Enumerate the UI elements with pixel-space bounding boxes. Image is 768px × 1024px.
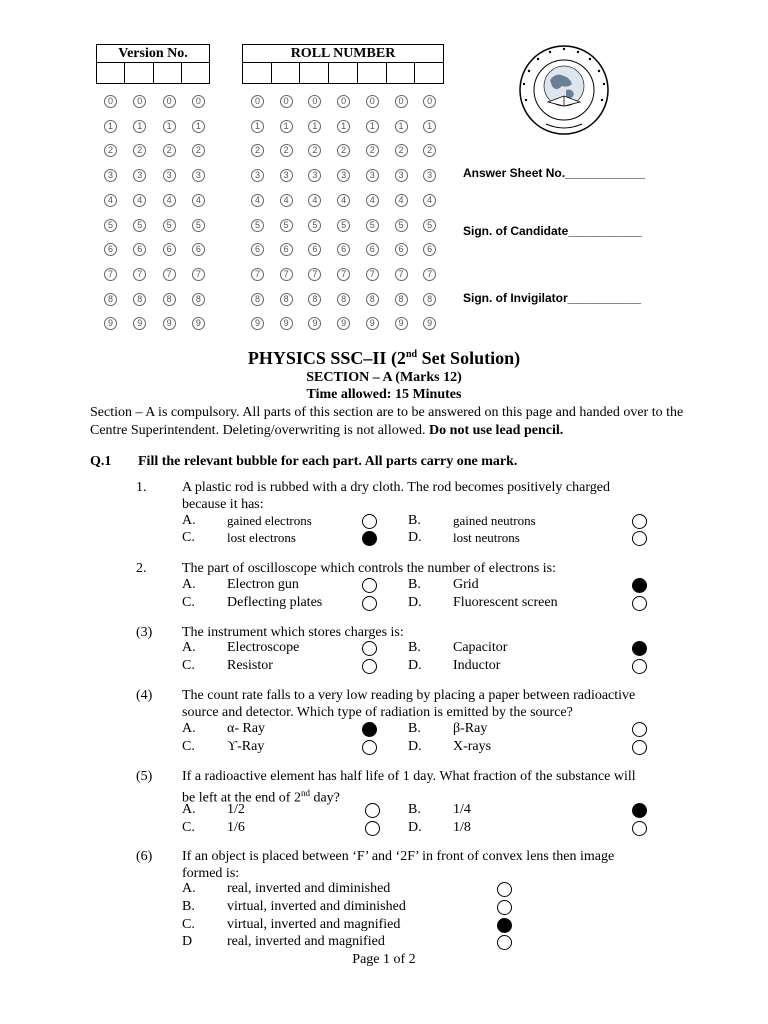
digit-bubble[interactable]: 3 bbox=[133, 169, 146, 182]
option-text: Capacitor bbox=[453, 640, 508, 655]
option-letter: B. bbox=[408, 721, 421, 736]
digit-bubble[interactable]: 0 bbox=[104, 95, 117, 108]
answer-bubble-filled[interactable] bbox=[632, 578, 647, 593]
digit-bubble[interactable]: 9 bbox=[192, 317, 205, 330]
digit-bubble[interactable]: 9 bbox=[423, 317, 436, 330]
digit-bubble[interactable]: 3 bbox=[308, 169, 321, 182]
option-text: β-Ray bbox=[453, 721, 488, 736]
instructions-text: Section – A is compulsory. All parts of this section are to be answered on this page and handed over to the Centre Superintendent. Deleting/overwriting is not allowed. bbox=[90, 405, 684, 438]
digit-bubble[interactable]: 4 bbox=[192, 194, 205, 207]
question-number: 1. bbox=[136, 480, 147, 495]
answer-bubble[interactable] bbox=[632, 659, 647, 674]
digit-bubble[interactable]: 9 bbox=[251, 317, 264, 330]
digit-bubble[interactable]: 3 bbox=[192, 169, 205, 182]
digit-bubble[interactable]: 1 bbox=[423, 120, 436, 133]
option-letter: D bbox=[182, 934, 193, 949]
digit-bubble[interactable]: 2 bbox=[423, 144, 436, 157]
question-text: If a radioactive element has half life of 1 day. What fraction of the substance will bbox=[182, 769, 636, 784]
answer-bubble[interactable] bbox=[632, 821, 647, 836]
question-text: The instrument which stores charges is: bbox=[182, 625, 404, 640]
question-text: because it has: bbox=[182, 497, 264, 512]
digit-bubble[interactable]: 5 bbox=[163, 219, 176, 232]
page-number: Page 1 of 2 bbox=[352, 952, 416, 967]
digit-bubble[interactable]: 3 bbox=[104, 169, 117, 182]
option-letter: C. bbox=[182, 739, 195, 754]
digit-bubble[interactable]: 3 bbox=[395, 169, 408, 182]
instructions bbox=[90, 404, 690, 440]
option-letter: A. bbox=[182, 577, 196, 592]
digit-bubble[interactable]: 1 bbox=[251, 120, 264, 133]
digit-bubble[interactable]: 8 bbox=[395, 293, 408, 306]
question-number: (5) bbox=[136, 769, 153, 784]
digit-bubble[interactable]: 6 bbox=[163, 243, 176, 256]
digit-bubble[interactable]: 1 bbox=[192, 120, 205, 133]
question-instruction: Fill the relevant bubble for each part. All parts carry one mark. bbox=[138, 454, 518, 469]
digit-bubble[interactable]: 9 bbox=[395, 317, 408, 330]
digit-bubble[interactable]: 9 bbox=[308, 317, 321, 330]
roll-cell[interactable] bbox=[272, 63, 301, 83]
digit-bubble[interactable]: 0 bbox=[308, 95, 321, 108]
answer-bubble[interactable] bbox=[362, 740, 377, 755]
digit-bubble[interactable]: 4 bbox=[366, 194, 379, 207]
digit-bubble[interactable]: 5 bbox=[192, 219, 205, 232]
title-superscript: nd bbox=[405, 349, 418, 360]
digit-bubble[interactable]: 2 bbox=[251, 144, 264, 157]
option-letter: D. bbox=[408, 530, 422, 545]
digit-bubble[interactable]: 8 bbox=[192, 293, 205, 306]
digit-bubble[interactable]: 5 bbox=[104, 219, 117, 232]
digit-bubble[interactable]: 0 bbox=[133, 95, 146, 108]
roll-number-label: ROLL NUMBER bbox=[243, 45, 443, 63]
digit-bubble[interactable]: 6 bbox=[423, 243, 436, 256]
digit-bubble[interactable]: 4 bbox=[337, 194, 350, 207]
digit-bubble[interactable]: 6 bbox=[251, 243, 264, 256]
digit-bubble[interactable]: 7 bbox=[163, 268, 176, 281]
board-seal-logo bbox=[518, 44, 610, 136]
option-letter: A. bbox=[182, 881, 196, 896]
digit-bubble[interactable]: 2 bbox=[133, 144, 146, 157]
option-letter: D. bbox=[408, 739, 422, 754]
digit-bubble[interactable]: 1 bbox=[366, 120, 379, 133]
digit-bubble[interactable]: 7 bbox=[423, 268, 436, 281]
option-letter: C. bbox=[182, 820, 195, 835]
digit-bubble[interactable]: 8 bbox=[163, 293, 176, 306]
option-text: Resistor bbox=[227, 658, 273, 673]
digit-bubble[interactable]: 3 bbox=[280, 169, 293, 182]
option-letter: A. bbox=[182, 513, 196, 528]
digit-bubble[interactable]: 7 bbox=[133, 268, 146, 281]
option-letter: B. bbox=[408, 640, 421, 655]
digit-bubble[interactable]: 7 bbox=[280, 268, 293, 281]
digit-bubble[interactable]: 2 bbox=[104, 144, 117, 157]
option-text: X-rays bbox=[453, 739, 492, 754]
option-text: ϒ-Ray bbox=[227, 739, 265, 754]
digit-bubble[interactable]: 6 bbox=[133, 243, 146, 256]
digit-bubble[interactable]: 8 bbox=[308, 293, 321, 306]
invigilator-signature: Sign. of Invigilator___________ bbox=[463, 291, 642, 305]
digit-bubble[interactable]: 2 bbox=[366, 144, 379, 157]
answer-bubble-filled[interactable] bbox=[362, 531, 377, 546]
digit-bubble[interactable]: 0 bbox=[395, 95, 408, 108]
question-number: 2. bbox=[136, 561, 147, 576]
version-number-cells bbox=[97, 63, 209, 83]
version-number-box bbox=[96, 44, 210, 84]
digit-bubble[interactable]: 4 bbox=[423, 194, 436, 207]
question-number: (3) bbox=[136, 625, 153, 640]
answer-bubble[interactable] bbox=[362, 641, 377, 656]
roll-cell[interactable] bbox=[243, 63, 272, 83]
digit-bubble[interactable]: 8 bbox=[251, 293, 264, 306]
option-text: real, inverted and magnified bbox=[227, 934, 385, 949]
question-text: source and detector. Which type of radiation is emitted by the source? bbox=[182, 705, 573, 720]
title-text-end: Set Solution) bbox=[417, 348, 521, 368]
digit-bubble[interactable]: 0 bbox=[280, 95, 293, 108]
answer-bubble[interactable] bbox=[497, 882, 512, 897]
digit-bubble[interactable]: 6 bbox=[337, 243, 350, 256]
digit-bubble[interactable]: 5 bbox=[133, 219, 146, 232]
option-text: Grid bbox=[453, 577, 479, 592]
digit-bubble[interactable]: 0 bbox=[423, 95, 436, 108]
digit-bubble[interactable]: 9 bbox=[337, 317, 350, 330]
option-letter: A. bbox=[182, 721, 196, 736]
paper-title bbox=[0, 348, 768, 369]
digit-bubble[interactable]: 7 bbox=[308, 268, 321, 281]
digit-bubble[interactable]: 2 bbox=[280, 144, 293, 157]
answer-bubble[interactable] bbox=[632, 740, 647, 755]
digit-bubble[interactable]: 8 bbox=[104, 293, 117, 306]
digit-bubble[interactable]: 1 bbox=[104, 120, 117, 133]
answer-bubble-filled[interactable] bbox=[497, 918, 512, 933]
option-text: 1/2 bbox=[227, 802, 245, 817]
digit-bubble[interactable]: 6 bbox=[104, 243, 117, 256]
digit-bubble[interactable]: 3 bbox=[251, 169, 264, 182]
option-letter: C. bbox=[182, 595, 195, 610]
digit-bubble[interactable]: 9 bbox=[133, 317, 146, 330]
digit-bubble[interactable]: 0 bbox=[163, 95, 176, 108]
version-cell[interactable] bbox=[125, 63, 153, 83]
digit-bubble[interactable]: 0 bbox=[251, 95, 264, 108]
answer-bubble[interactable] bbox=[362, 596, 377, 611]
option-letter: D. bbox=[408, 658, 422, 673]
option-text: gained electrons bbox=[227, 513, 312, 528]
question-text: The part of oscilloscope which controls the number of electrons is: bbox=[182, 561, 557, 576]
roll-number-box bbox=[242, 44, 444, 84]
digit-bubble[interactable]: 8 bbox=[423, 293, 436, 306]
digit-bubble[interactable]: 9 bbox=[104, 317, 117, 330]
question-text: be left at the end of 2nd day? bbox=[182, 788, 340, 806]
digit-bubble[interactable]: 5 bbox=[337, 219, 350, 232]
digit-bubble[interactable]: 4 bbox=[395, 194, 408, 207]
digit-bubble[interactable]: 4 bbox=[280, 194, 293, 207]
digit-bubble[interactable]: 3 bbox=[366, 169, 379, 182]
digit-bubble[interactable]: 4 bbox=[308, 194, 321, 207]
option-letter: A. bbox=[182, 802, 196, 817]
question-number: Q.1 bbox=[90, 454, 112, 469]
title-text: PHYSICS SSC–II (2 bbox=[247, 348, 406, 368]
option-letter: B. bbox=[408, 577, 421, 592]
option-text: real, inverted and diminished bbox=[227, 881, 391, 896]
digit-bubble[interactable]: 8 bbox=[366, 293, 379, 306]
option-text: Electron gun bbox=[227, 577, 299, 592]
option-text: Inductor bbox=[453, 658, 501, 673]
digit-bubble[interactable]: 5 bbox=[251, 219, 264, 232]
digit-bubble[interactable]: 9 bbox=[163, 317, 176, 330]
answer-sheet-number: Answer Sheet No.____________ bbox=[463, 166, 646, 180]
digit-bubble[interactable]: 5 bbox=[395, 219, 408, 232]
candidate-signature: Sign. of Candidate___________ bbox=[463, 224, 642, 238]
answer-bubble-filled[interactable] bbox=[632, 803, 647, 818]
answer-bubble[interactable] bbox=[365, 803, 380, 818]
question-text: A plastic rod is rubbed with a dry cloth. The rod becomes positively charged bbox=[182, 480, 610, 495]
option-text: lost electrons bbox=[227, 530, 296, 545]
digit-bubble[interactable]: 2 bbox=[192, 144, 205, 157]
digit-bubble[interactable]: 7 bbox=[251, 268, 264, 281]
digit-bubble[interactable]: 8 bbox=[133, 293, 146, 306]
answer-bubble[interactable] bbox=[497, 900, 512, 915]
answer-bubble[interactable] bbox=[497, 935, 512, 950]
question-text: If an object is placed between ‘F’ and ‘2F’ in front of convex lens then image bbox=[182, 849, 615, 864]
digit-bubble[interactable]: 2 bbox=[395, 144, 408, 157]
answer-bubble[interactable] bbox=[362, 578, 377, 593]
section-heading: SECTION – A (Marks 12) bbox=[306, 370, 462, 385]
digit-bubble[interactable]: 8 bbox=[280, 293, 293, 306]
digit-bubble[interactable]: 7 bbox=[192, 268, 205, 281]
answer-bubble[interactable] bbox=[362, 659, 377, 674]
digit-bubble[interactable]: 9 bbox=[280, 317, 293, 330]
digit-bubble[interactable]: 6 bbox=[395, 243, 408, 256]
option-letter: A. bbox=[182, 640, 196, 655]
roll-number-cells bbox=[243, 63, 443, 83]
option-text: 1/8 bbox=[453, 820, 471, 835]
digit-bubble[interactable]: 7 bbox=[366, 268, 379, 281]
digit-bubble[interactable]: 9 bbox=[366, 317, 379, 330]
answer-bubble[interactable] bbox=[365, 821, 380, 836]
question-text: formed is: bbox=[182, 866, 240, 881]
digit-bubble[interactable]: 2 bbox=[308, 144, 321, 157]
answer-bubble[interactable] bbox=[632, 514, 647, 529]
answer-bubble[interactable] bbox=[632, 531, 647, 546]
digit-bubble[interactable]: 4 bbox=[163, 194, 176, 207]
option-text: Deflecting plates bbox=[227, 595, 323, 610]
instructions-warning: Do not use lead pencil. bbox=[429, 423, 564, 438]
option-text: Electroscope bbox=[227, 640, 300, 655]
roll-cell[interactable] bbox=[415, 63, 443, 83]
digit-bubble[interactable]: 5 bbox=[280, 219, 293, 232]
option-text: virtual, inverted and diminished bbox=[227, 899, 406, 914]
roll-cell[interactable] bbox=[387, 63, 416, 83]
digit-bubble[interactable]: 6 bbox=[308, 243, 321, 256]
version-number-label: Version No. bbox=[97, 45, 209, 63]
digit-bubble[interactable]: 2 bbox=[337, 144, 350, 157]
digit-bubble[interactable]: 5 bbox=[308, 219, 321, 232]
digit-bubble[interactable]: 1 bbox=[337, 120, 350, 133]
digit-bubble[interactable]: 1 bbox=[308, 120, 321, 133]
version-cell[interactable] bbox=[97, 63, 125, 83]
digit-bubble[interactable]: 4 bbox=[133, 194, 146, 207]
roll-cell[interactable] bbox=[329, 63, 358, 83]
option-text: α- Ray bbox=[227, 721, 266, 736]
answer-bubble[interactable] bbox=[632, 596, 647, 611]
digit-bubble[interactable]: 3 bbox=[337, 169, 350, 182]
digit-bubble[interactable]: 7 bbox=[395, 268, 408, 281]
answer-bubble-filled[interactable] bbox=[362, 722, 377, 737]
digit-bubble[interactable]: 1 bbox=[280, 120, 293, 133]
question-number: (6) bbox=[136, 849, 153, 864]
answer-bubble[interactable] bbox=[632, 722, 647, 737]
roll-cell[interactable] bbox=[358, 63, 387, 83]
digit-bubble[interactable]: 0 bbox=[337, 95, 350, 108]
digit-bubble[interactable]: 6 bbox=[192, 243, 205, 256]
option-letter: C. bbox=[182, 658, 195, 673]
digit-bubble[interactable]: 7 bbox=[104, 268, 117, 281]
question-text: The count rate falls to a very low reading by placing a paper between radioactive bbox=[182, 688, 636, 703]
digit-bubble[interactable]: 4 bbox=[104, 194, 117, 207]
question-number: (4) bbox=[136, 688, 153, 703]
option-text: lost neutrons bbox=[453, 530, 520, 545]
digit-bubble[interactable]: 4 bbox=[251, 194, 264, 207]
digit-bubble[interactable]: 0 bbox=[192, 95, 205, 108]
time-allowed: Time allowed: 15 Minutes bbox=[306, 387, 462, 402]
digit-bubble[interactable]: 7 bbox=[337, 268, 350, 281]
digit-bubble[interactable]: 1 bbox=[163, 120, 176, 133]
option-text: virtual, inverted and magnified bbox=[227, 917, 401, 932]
digit-bubble[interactable]: 2 bbox=[163, 144, 176, 157]
option-letter: B. bbox=[408, 802, 421, 817]
digit-bubble[interactable]: 0 bbox=[366, 95, 379, 108]
option-letter: C. bbox=[182, 530, 195, 545]
answer-bubble[interactable] bbox=[362, 514, 377, 529]
roll-cell[interactable] bbox=[300, 63, 329, 83]
digit-bubble[interactable]: 5 bbox=[423, 219, 436, 232]
digit-bubble[interactable]: 8 bbox=[337, 293, 350, 306]
option-text: Fluorescent screen bbox=[453, 595, 558, 610]
version-cell[interactable] bbox=[154, 63, 182, 83]
option-text: 1/6 bbox=[227, 820, 245, 835]
option-text: gained neutrons bbox=[453, 513, 536, 528]
version-cell[interactable] bbox=[182, 63, 209, 83]
option-letter: C. bbox=[182, 917, 195, 932]
option-letter: D. bbox=[408, 595, 422, 610]
digit-bubble[interactable]: 1 bbox=[133, 120, 146, 133]
answer-bubble-filled[interactable] bbox=[632, 641, 647, 656]
digit-bubble[interactable]: 6 bbox=[366, 243, 379, 256]
digit-bubble[interactable]: 3 bbox=[163, 169, 176, 182]
option-text: 1/4 bbox=[453, 802, 471, 817]
digit-bubble[interactable]: 1 bbox=[395, 120, 408, 133]
digit-bubble[interactable]: 5 bbox=[366, 219, 379, 232]
option-letter: B. bbox=[182, 899, 195, 914]
option-letter: B. bbox=[408, 513, 421, 528]
digit-bubble[interactable]: 3 bbox=[423, 169, 436, 182]
digit-bubble[interactable]: 6 bbox=[280, 243, 293, 256]
option-letter: D. bbox=[408, 820, 422, 835]
